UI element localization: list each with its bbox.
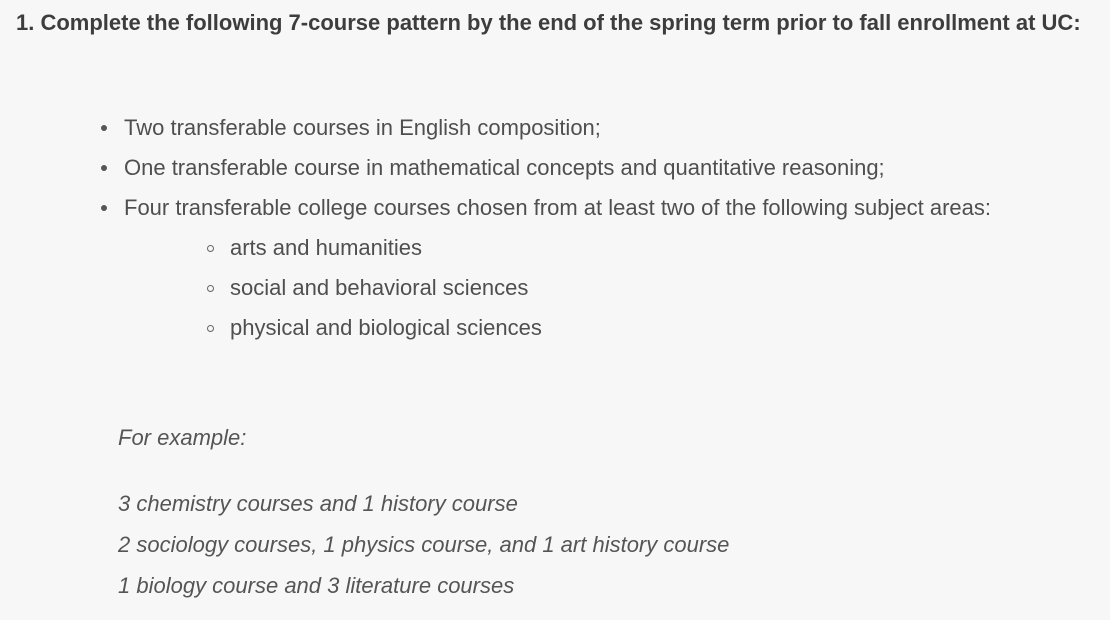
bullet-dot-icon: [101, 205, 107, 211]
bullet-circle-icon: [207, 285, 214, 292]
list-item-text: One transferable course in mathematical concepts and quantitative reasoning;: [124, 155, 885, 180]
example-item: 2 sociology courses, 1 physics course, and 1 art history course: [118, 532, 730, 557]
list-item: [100, 188, 1080, 348]
list-item-text: Four transferable college courses chosen from at least two of the following subject areas:: [124, 195, 992, 220]
bullet-dot-icon: [101, 165, 107, 171]
subject-area-list: [204, 228, 1110, 348]
list-item-text: Two transferable courses in English composition;: [124, 115, 601, 140]
sub-list-item: [204, 268, 1110, 308]
examples-block: [118, 418, 1018, 606]
example-item: 1 biology course and 3 literature courses: [118, 573, 515, 598]
sub-list-item-text: physical and biological sciences: [230, 315, 542, 340]
sub-list-item: [204, 308, 1110, 348]
sub-list-item-text: social and behavioral sciences: [230, 275, 529, 300]
list-item: [100, 108, 1080, 148]
bullet-dot-icon: [101, 125, 107, 131]
bullet-circle-icon: [207, 325, 214, 332]
sub-list-item-text: arts and humanities: [230, 235, 422, 260]
requirement-heading: 1. Complete the following 7-course pattern by the end of the spring term prior to fall enrollment at UC:: [16, 10, 1081, 35]
sub-list-item: [204, 228, 1110, 268]
bullet-circle-icon: [207, 245, 214, 252]
examples-label: For example:: [118, 425, 247, 450]
requirement-list: [100, 108, 1080, 348]
example-item: 3 chemistry courses and 1 history course: [118, 491, 518, 516]
list-item: [100, 148, 1080, 188]
